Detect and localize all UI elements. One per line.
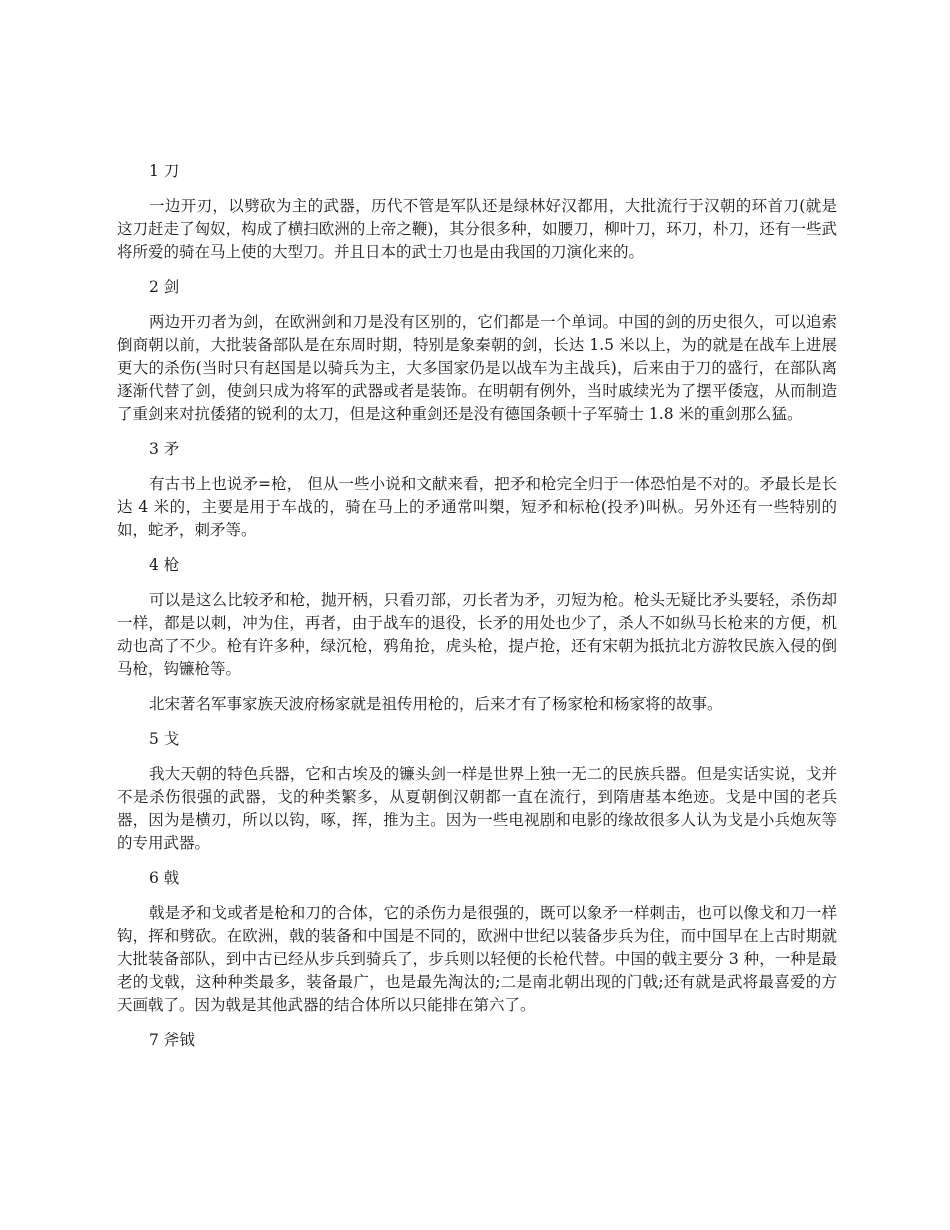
- paragraph: 一边开刃，以劈砍为主的武器，历代不管是军队还是绿林好汉都用，大批流行于汉朝的环首刀(就是这刀赶走了匈奴，构成了横扫欧洲的上帝之鞭)，其分很多种，如腰刀，柳叶刀，环刀，朴刀，还有一些武将所爱的骑在马上使的大型刀。并且日本的武士刀也是由我国的刀演化来的。: [117, 197, 837, 261]
- section-heading: 7 斧钺: [149, 1031, 195, 1049]
- section-ge: [117, 728, 837, 855]
- section-fuyue: [117, 1029, 837, 1052]
- section-heading: 4 枪: [149, 556, 180, 574]
- document-body: [117, 160, 837, 1064]
- section-heading: 6 戟: [149, 869, 180, 887]
- section-jian: [117, 276, 837, 426]
- section-dao: [117, 160, 837, 264]
- section-ji: [117, 867, 837, 1017]
- paragraph: 可以是这么比较矛和枪，抛开柄，只看刃部，刃长者为矛，刃短为枪。枪头无疑比矛头要轻，杀伤却一样，都是以刺，冲为住，再者，由于战车的退役，长矛的用处也少了，杀人不如纵马长枪来的方便，机动也高了不少。枪有许多种，绿沉枪，鸦角抢，虎头枪，提卢抢，还有宋朝为抵抗北方游牧民族入侵的倒马枪，钩镰枪等。: [117, 591, 837, 678]
- paragraph: 有古书上也说矛=枪， 但从一些小说和文献来看，把矛和枪完全归于一体恐怕是不对的。矛最长是长达 4 米的，主要是用于车战的，骑在马上的矛通常叫槊，短矛和标枪(投矛)叫枞。另外还有一些特别的如，蛇矛，刺矛等。: [117, 475, 837, 539]
- section-heading: 3 矛: [149, 440, 180, 458]
- section-mao: [117, 438, 837, 542]
- section-qiang: [117, 554, 837, 716]
- paragraph: 北宋著名军事家族天波府杨家就是祖传用枪的，后来才有了杨家枪和杨家将的故事。: [149, 695, 723, 713]
- paragraph: 我大天朝的特色兵器，它和古埃及的镰头剑一样是世界上独一无二的民族兵器。但是实话实说，戈并不是杀伤很强的武器，戈的种类繁多，从夏朝倒汉朝都一直在流行，到隋唐基本绝迹。戈是中国的老兵器，因为是横刃，所以以钩，啄，挥，推为主。因为一些电视剧和电影的缘故很多人认为戈是小兵炮灰等的专用武器。: [117, 765, 837, 852]
- section-heading: 1 刀: [149, 162, 180, 180]
- paragraph: 两边开刃者为剑，在欧洲剑和刀是没有区别的，它们都是一个单词。中国的剑的历史很久，可以追索倒商朝以前，大批装备部队是在东周时期，特别是象秦朝的剑，长达 1.5 米以上，为的就是在战车上进展更大的杀伤(当时只有赵国是以骑兵为主，大多国家仍是以战车为主战兵)，后来由于刀的盛行，在部队离逐渐代替了剑，使剑只成为将军的武器或者是装饰。在明朝有例外，当时戚续光为了摆平倭寇，从而制造了重剑来对抗倭猪的锐利的太刀，但是这种重剑还是没有德国条顿十子军骑士 1.8 米的重剑那么猛。: [117, 313, 837, 423]
- section-heading: 2 剑: [149, 278, 180, 296]
- paragraph: 戟是矛和戈或者是枪和刀的合体，它的杀伤力是很强的，既可以象矛一样刺击，也可以像戈和刀一样钩，挥和劈砍。在欧洲，戟的装备和中国是不同的，欧洲中世纪以装备步兵为住，而中国早在上古时期就大批装备部队，到中古已经从步兵到骑兵了，步兵则以轻便的长枪代替。中国的戟主要分 3 种，一种是最老的戈戟，这种种类最多，装备最广，也是最先淘汰的;二是南北朝出现的门戟;还有就是武将最喜爱的方天画戟了。因为戟是其他武器的结合体所以只能排在第六了。: [117, 904, 837, 1014]
- section-heading: 5 戈: [149, 730, 180, 748]
